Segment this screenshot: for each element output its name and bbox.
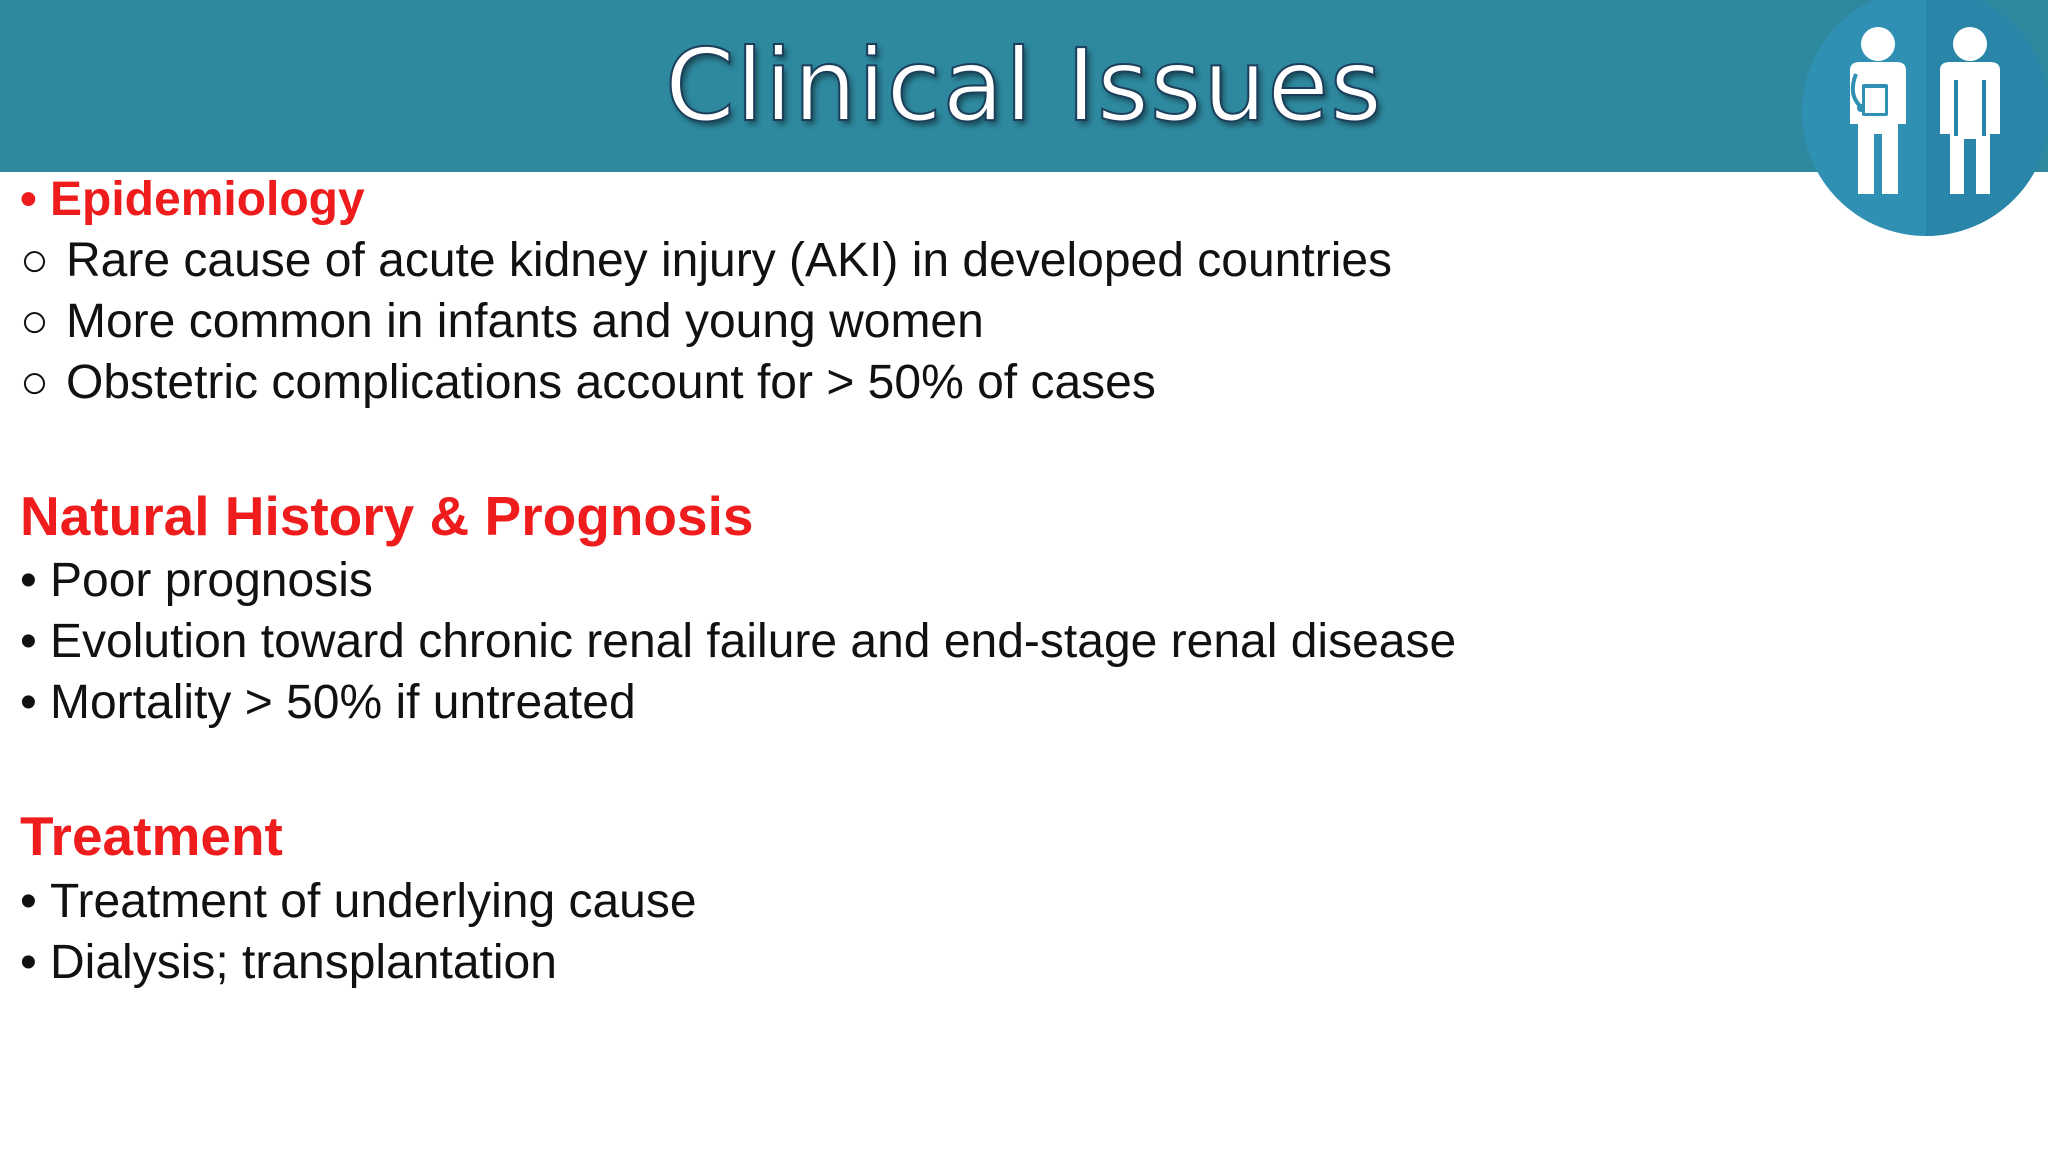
list-item-text: Poor prognosis — [50, 554, 373, 607]
natural-history-heading: Natural History & Prognosis — [20, 485, 754, 547]
list-item-text: Evolution toward chronic renal failure and end-stage renal disease — [50, 615, 1457, 668]
list-item-text: Obstetric complications account for > 50% of cases — [66, 356, 1156, 409]
treatment-heading: Treatment — [20, 805, 283, 867]
list-item-text: Dialysis; transplantation — [50, 936, 557, 989]
sub-bullet: ○ — [20, 295, 49, 348]
bullet: • — [20, 936, 37, 989]
bullet: • — [20, 676, 37, 729]
slide-title: Clinical Issues — [664, 27, 1384, 144]
list-item — [20, 355, 1156, 411]
bullet: • — [20, 173, 37, 226]
list-item — [20, 675, 636, 731]
list-item-text: Treatment of underlying cause — [50, 875, 697, 928]
bullet: • — [20, 615, 37, 668]
list-item-text: Mortality > 50% if untreated — [50, 676, 636, 729]
list-item-text: More common in infants and young women — [66, 295, 984, 348]
list-item-text: Rare cause of acute kidney injury (AKI) in developed countries — [66, 234, 1393, 287]
list-item — [20, 935, 557, 991]
sub-bullet: ○ — [20, 234, 49, 287]
sub-bullet: ○ — [20, 356, 49, 409]
bullet: • — [20, 554, 37, 607]
list-item — [20, 614, 1456, 670]
bullet: • — [20, 875, 37, 928]
doctor-patient-icon — [1798, 0, 2048, 240]
list-item — [20, 874, 697, 930]
epidemiology-heading — [20, 172, 365, 228]
section-heading: Epidemiology — [50, 173, 365, 226]
list-item — [20, 294, 984, 350]
list-item — [20, 553, 373, 609]
list-item — [20, 233, 1392, 289]
